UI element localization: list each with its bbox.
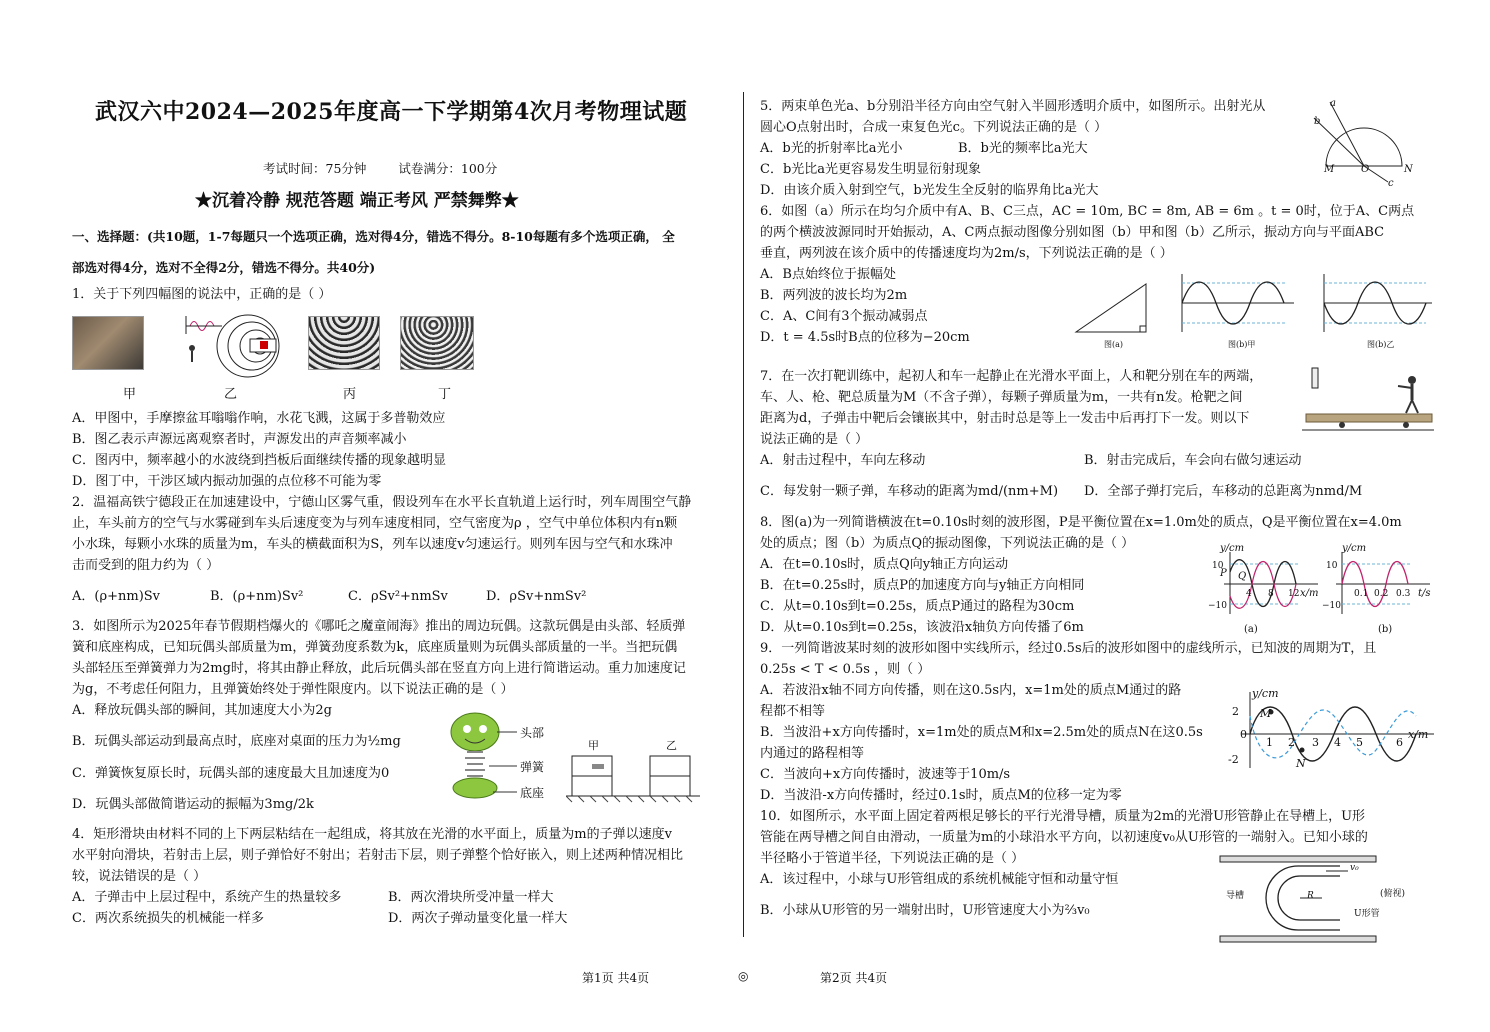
q8a-label-q: Q <box>1238 571 1247 582</box>
q9-ylabel: y/cm <box>1252 687 1279 700</box>
q9-option-a-2: 程都不相等 <box>760 704 826 719</box>
q2-line-1: 2．温福高铁宁德段正在加速建设中，宁德山区雾气重，假设列车在水平长直轨道上运行时，列车周围空气静 <box>72 495 692 510</box>
q9-tick-y-neg2: -2 <box>1228 753 1239 766</box>
q3-line-4: 为g，不考虑任何阻力，且弹簧始终处于弹性限度内。以下说法正确的是（ ） <box>72 682 514 697</box>
q5-label-n: N <box>1404 164 1413 175</box>
q9-option-c: C．当波向+x方向传播时，波速等于10m/s <box>760 767 1011 782</box>
q1-photo-bing <box>308 316 380 370</box>
q8a-xlabel: x/m <box>1300 588 1319 599</box>
q9-option-a-1: A．若波沿x轴不同方向传播，则在这0.5s内，x=1m处的质点M通过的路 <box>760 683 1182 698</box>
q1-caption-ding: 丁 <box>438 387 452 402</box>
q2-line-3: 小水珠，每颗小水珠的质量为m，车头的横截面积为S，列车以速度v匀速运行。则列车因与空气和水珠冲 <box>72 537 673 552</box>
q5-option-a: A．b光的折射率比a光小 <box>760 141 903 156</box>
q7-option-c: C．每发射一颗子弹，车移动的距离为md/(nm+M) <box>760 484 1059 499</box>
q7-line-4: 说法正确的是（ ） <box>760 432 869 447</box>
q10-label-rail: 导槽 <box>1226 891 1245 901</box>
q4-line-1: 4．矩形滑块由材料不同的上下两层粘结在一起组成，将其放在光滑的水平面上，质量为m的子弹以速度v <box>72 827 672 842</box>
footer-page-left: 第1页 共4页 <box>582 971 650 985</box>
q9-tick-y-2: 2 <box>1232 705 1239 718</box>
q10-option-a: A．该过程中，小球与U形管组成的系统机械能守恒和动量守恒 <box>760 872 1119 887</box>
q9-tick-x-5: 5 <box>1356 736 1363 749</box>
q1-option-c: C．图丙中，频率越小的水波绕到挡板后面继续传播的现象越明显 <box>72 453 446 468</box>
q8a-tick-x-8: 8 <box>1268 589 1274 599</box>
q3-line-3: 头部轻压至弹簧弹力为2mg时，将其由静止释放，此后玩偶头部在竖直方向上进行简谐运动。重力加速度记 <box>72 661 686 676</box>
q3-line-1: 3．如图所示为2025年春节假期档爆火的《哪吒之魔童闹海》推出的周边玩偶。这款玩偶是由头部、轻质弹 <box>72 619 686 634</box>
q6-caption-b-jia: 图(b)甲 <box>1228 340 1256 349</box>
q8b-tick-x-01: 0.1 <box>1354 589 1369 599</box>
q3-line-2: 簧和底座构成，已知玩偶头部质量为m，弹簧劲度系数为k，底座质量则为玩偶头部质量的一半。当把玩偶 <box>72 640 678 655</box>
q9-tick-x-1: 1 <box>1266 736 1273 749</box>
q8a-caption: (a) <box>1244 624 1258 635</box>
q8b-tick-y-neg10: −10 <box>1322 601 1341 611</box>
q2-line-4: 击而受到的阻力约为（ ） <box>72 558 220 573</box>
q8a-tick-y-neg10: −10 <box>1208 601 1227 611</box>
q4-block-figure <box>566 738 701 808</box>
q6-caption-a: 图(a) <box>1104 340 1124 349</box>
q1-photo-ding <box>400 316 474 370</box>
q7-cart-figure <box>1302 364 1434 436</box>
q8-option-b: B．在t=0.25s时，质点P的加速度方向与y轴正方向相同 <box>760 578 1085 593</box>
q6-line-2: 的两个横波波源同时开始振动，A、C两点振动图像分别如图（b）甲和图（b）乙所示，振动方向与平面ABC <box>760 225 1385 240</box>
q4-option-c: C．两次系统损失的机械能一样多 <box>72 911 264 926</box>
q8a-label-p: P <box>1220 568 1227 579</box>
exam-info: 考试时间：75分钟 试卷满分：100分 <box>263 161 498 176</box>
q9-option-b-2: 内通过的路程相等 <box>760 746 865 761</box>
q10-line-2: 管能在两导槽之间自由滑动，一质量为m的小球沿水平方向，以初速度v₀从U形管的一端射入。已知小球的 <box>760 830 1368 845</box>
q3-option-a: A．释放玩偶头部的瞬间，其加速度大小为2g <box>72 703 332 718</box>
q9-line-2: 0.25s < T < 0.5s ，则（ ） <box>760 662 931 677</box>
q2-option-d: D．ρSv+nmSv² <box>486 589 587 604</box>
q5-option-b: B．b光的频率比a光大 <box>958 141 1088 156</box>
q10-label-r: R <box>1307 891 1314 901</box>
q1-option-a: A．甲图中，手摩擦盆耳嗡嗡作响，水花飞溅，这属于多普勒效应 <box>72 411 446 426</box>
q9-option-b-1: B．当波沿+x方向传播时，x=1m处的质点M和x=2.5m处的质点N在这0.5s <box>760 725 1203 740</box>
q1-caption-yi: 乙 <box>224 387 238 402</box>
q6-triangle-figure <box>1072 276 1156 336</box>
footer-center-mark: ◎ <box>738 969 749 983</box>
q3-label-head: 头部 <box>520 726 545 740</box>
q4-label-jia: 甲 <box>588 739 599 752</box>
q6-option-a: A．B点始终位于振幅处 <box>760 267 896 282</box>
q9-option-d: D．当波沿-x方向传播时，经过0.1s时，质点M的位移一定为零 <box>760 788 1122 803</box>
q9-tick-x-3: 3 <box>1312 736 1319 749</box>
q8-option-d: D．从t=0.10s到t=0.25s，该波沿x轴负方向传播了6m <box>760 620 1084 635</box>
q10-line-3: 半径略小于管道半径，下列说法正确的是（ ） <box>760 851 1025 866</box>
q8a-ylabel: y/cm <box>1220 543 1245 554</box>
q1-caption-jia: 甲 <box>123 387 137 402</box>
q7-line-2: 车、人、枪、靶总质量为M（不含子弹），每颗子弹质量为m，一共有n发。枪靶之间 <box>760 390 1243 405</box>
q3-label-spring: 弹簧 <box>520 760 545 774</box>
q1-stem: 1．关于下列四幅图的说法中，正确的是（ ） <box>72 287 332 302</box>
q9-xlabel: x/m <box>1408 728 1429 741</box>
footer-page-right: 第2页 共4页 <box>820 971 888 985</box>
q7-line-1: 7．在一次打靶训练中，起初人和车一起静止在光滑水平面上，人和靶分别在车的两端， <box>760 369 1263 384</box>
q4-label-yi: 乙 <box>666 739 677 752</box>
q7-option-d: D．全部子弹打完后，车移动的总距离为nmd/M <box>1084 484 1363 499</box>
q4-option-b: B．两次滑块所受冲量一样大 <box>388 890 554 905</box>
q8b-tick-x-02: 0.2 <box>1374 589 1389 599</box>
q6-line-1: 6．如图（a）所示在均匀介质中有A、B、C三点，AC = 10m, BC = 8m, AB = 6m 。t = 0时，位于A、C两点 <box>760 204 1415 219</box>
q8-option-c: C．从t=0.10s到t=0.25s，质点P通过的路程为30cm <box>760 599 1075 614</box>
q8b-tick-x-03: 0.3 <box>1396 589 1411 599</box>
q8b-caption: (b) <box>1378 624 1393 635</box>
q5-line-1: 5．两束单色光a、b分别沿半径方向由空气射入半圆形透明介质中，如图所示。出射光从 <box>760 99 1266 114</box>
section-instructions-2: 部选对得4分，选对不全得2分，错选不得分。共40分) <box>72 260 376 275</box>
q9-tick-x-0: 0 <box>1240 728 1247 741</box>
q3-option-b: B．玩偶头部运动到最高点时，底座对桌面的压力为½mg <box>72 734 401 749</box>
q7-option-b: B．射击完成后，车会向右做匀速运动 <box>1084 453 1302 468</box>
q8b-ylabel: y/cm <box>1342 543 1367 554</box>
motto: ★沉着冷静 规范答题 端正考风 严禁舞弊★ <box>195 191 519 211</box>
q5-label-a: a <box>1330 98 1336 109</box>
q6-line-3: 垂直，两列波在该介质中的传播速度均为2m/s，下列说法正确的是（ ） <box>760 246 1173 261</box>
q2-option-c: C．ρSv²+nmSv <box>348 589 448 604</box>
q2-line-2: 止，车头前方的空气与水雾碰到车头后速度变为与列车速度相同，空气密度为ρ ，空气中单位体积内有n颗 <box>72 516 678 531</box>
q3-option-c: C．弹簧恢复原长时，玩偶头部的速度最大且加速度为0 <box>72 766 390 781</box>
q10-label-topview: (俯视) <box>1380 889 1406 899</box>
q8-line-2: 处的质点；图（b）为质点Q的振动图像，下列说法正确的是（ ） <box>760 536 1135 551</box>
q8-vibration-chart-b <box>1332 548 1432 618</box>
q1-option-d: D．图丁中，干涉区域内振动加强的点位移不可能为零 <box>72 474 382 489</box>
q8b-tick-y-10: 10 <box>1326 561 1338 571</box>
q6-option-d: D．t = 4.5s时B点的位移为−20cm <box>760 330 970 345</box>
q8a-tick-x-12: 12 <box>1288 589 1300 599</box>
q5-option-c: C．b光比a光更容易发生明显衍射现象 <box>760 162 982 177</box>
q9-label-m: M <box>1260 707 1272 720</box>
q5-label-o: O <box>1361 164 1370 175</box>
q5-line-2: 圆心O点射出时，合成一束复色光c。下列说法正确的是（ ） <box>760 120 1108 135</box>
q5-option-d: D．由该介质入射到空气，b光发生全反射的临界角比a光大 <box>760 183 1099 198</box>
q8a-tick-y-10: 10 <box>1212 561 1224 571</box>
q8b-xlabel: t/s <box>1418 588 1431 599</box>
q7-option-a: A．射击过程中，车向左移动 <box>760 453 926 468</box>
q6-vibration-chart-b <box>1318 270 1436 336</box>
q5-label-b: b <box>1314 116 1321 127</box>
q1-option-b: B．图乙表示声源远离观察者时，声源发出的声音频率减小 <box>72 432 407 447</box>
q9-label-n: N <box>1296 757 1306 770</box>
q3-option-d: D．玩偶头部做简谐运动的振幅为3mg/2k <box>72 797 314 812</box>
q8-option-a: A．在t=0.10s时，质点Q向y轴正方向运动 <box>760 557 1009 572</box>
q5-label-m: M <box>1324 164 1335 175</box>
page-title: 武汉六中2024—2025年度高一下学期第4次月考物理试题 <box>95 99 688 125</box>
q3-label-base: 底座 <box>520 786 545 800</box>
q8-wave-chart-a <box>1220 548 1320 618</box>
q9-tick-x-6: 6 <box>1396 736 1403 749</box>
q9-line-1: 9．一列简谐波某时刻的波形如图中实线所示，经过0.5s后的波形如图中的虚线所示，已知波的周期为T，且 <box>760 641 1377 656</box>
q6-vibration-chart-a <box>1176 270 1296 336</box>
q10-label-utube: U形管 <box>1354 909 1380 919</box>
q6-caption-b-yi: 图(b)乙 <box>1367 340 1395 349</box>
q8-line-1: 8．图(a)为一列简谐横波在t=0.10s时刻的波形图，P是平衡位置在x=1.0m处的质点，Q是平衡位置在x=4.0m <box>760 515 1402 530</box>
q1-figure-yi <box>182 312 294 378</box>
q1-photo-jia <box>72 316 144 370</box>
q4-option-a: A．子弹击中上层过程中，系统产生的热量较多 <box>72 890 342 905</box>
q8a-tick-x-4: 4 <box>1246 589 1252 599</box>
q4-option-d: D．两次子弹动量变化量一样大 <box>388 911 568 926</box>
q10-line-1: 10．如图所示，水平面上固定着两根足够长的平行光滑导槽，质量为2m的光滑U形管静止在导槽上，U形 <box>760 809 1366 824</box>
column-divider <box>743 92 744 937</box>
q2-option-a: A．(ρ+nm)Sv <box>72 589 161 604</box>
q7-line-3: 距离为d，子弹击中靶后会镶嵌其中，射击时总是等上一发击中后再打下一发。则以下 <box>760 411 1250 426</box>
q10-label-v0: v₀ <box>1350 863 1359 873</box>
q4-line-3: 较，说法错误的是（ ） <box>72 869 207 884</box>
q4-line-2: 水平射向滑块，若射击上层，则子弹恰好不射出；若射击下层，则子弹整个恰好嵌入，则上述两种情况相比 <box>72 848 684 863</box>
q6-option-b: B．两列波的波长均为2m <box>760 288 908 303</box>
section-instructions-1: 一、选择题：(共10题，1-7每题只一个选项正确，选对得4分，错选不得分。8-10每题有多个选项正确， 全 <box>72 229 675 244</box>
q5-label-c: c <box>1388 178 1394 189</box>
q9-tick-x-2: 2 <box>1288 736 1295 749</box>
q6-option-c: C．A、C间有3个振动减弱点 <box>760 309 928 324</box>
q2-option-b: B．(ρ+nm)Sv² <box>210 589 304 604</box>
q9-tick-x-4: 4 <box>1334 736 1341 749</box>
q10-option-b: B．小球从U形管的另一端射出时，U形管速度大小为⅔v₀ <box>760 903 1090 918</box>
q1-caption-bing: 丙 <box>343 387 357 402</box>
